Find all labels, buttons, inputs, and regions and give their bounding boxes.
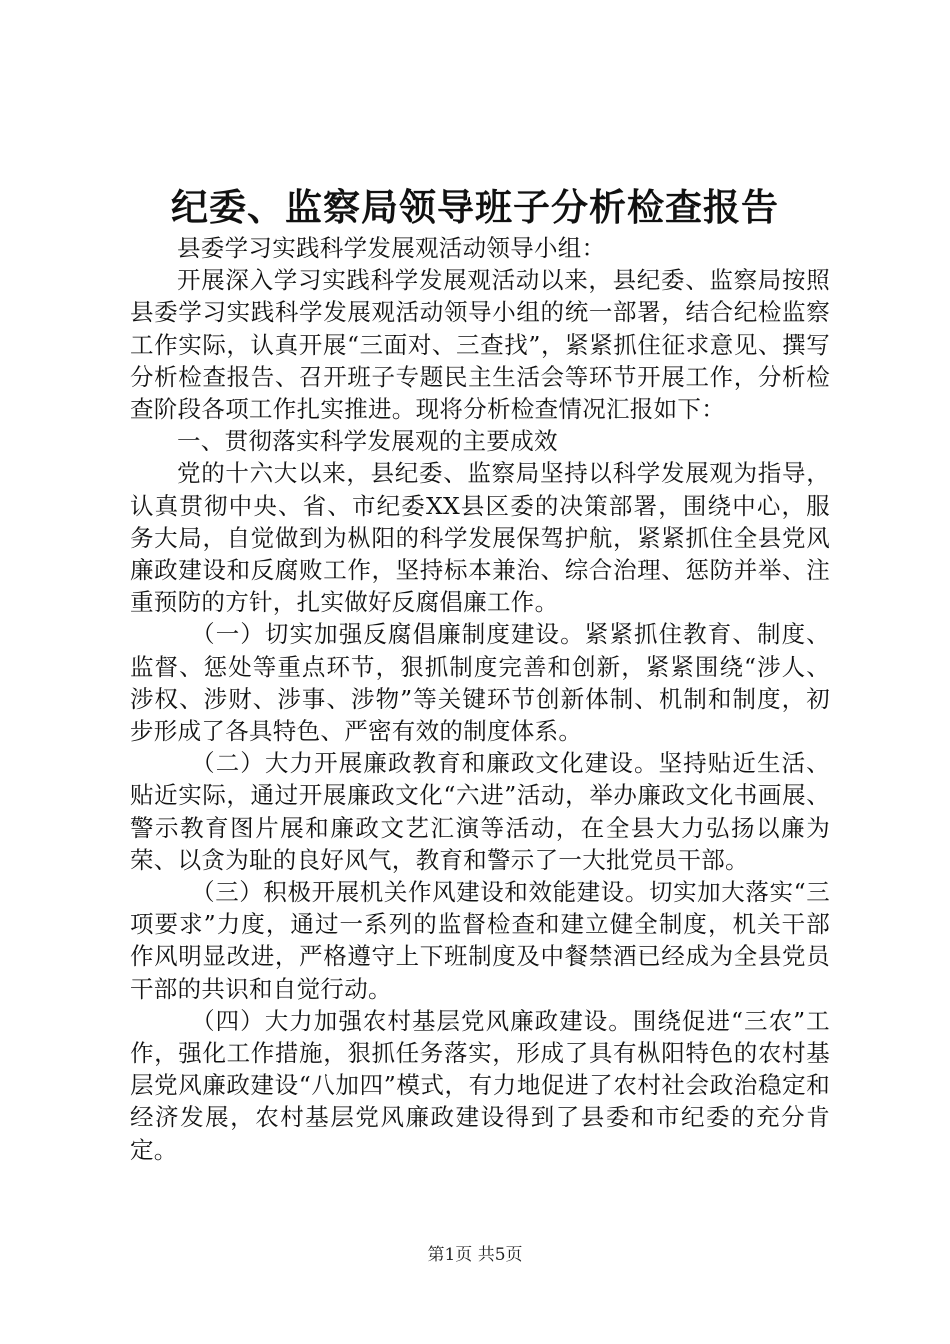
page-footer: 第1页 共5页 (427, 1245, 523, 1265)
document-title: 纪委、监察局领导班子分析检查报告 (171, 185, 779, 229)
subsection-paragraph: （三）积极开展机关作风建设和效能建设。切实加大落实“三项要求”力度，通过一系列的监督检查和建立健全制度，机关干部作风明显改进，严格遵守上下班制度及中餐禁酒已经成为全县党员干部的共识和自觉行动。 (130, 878, 830, 1003)
salutation: 县委学习实践科学发展观活动领导小组： (177, 234, 606, 262)
subsection-paragraph: （一）切实加强反腐倡廉制度建设。紧紧抓住教育、制度、监督、惩处等重点环节，狠抓制度完善和创新，紧紧围绕“涉人、涉权、涉财、涉事、涉物”等关键环节创新体制、机制和制度，初步形成了各具特色、严密有效的制度体系。 (130, 620, 830, 746)
subsection-paragraph: （二）大力开展廉政教育和廉政文化建设。坚持贴近生活、贴近实际，通过开展廉政文化“六进”活动，举办廉政文化书画展、警示教育图片展和廉政文艺汇演等活动，在全县大力弘扬以廉为荣、以贪为耻的良好风气，教育和警示了一大批党员干部。 (130, 749, 830, 874)
body-paragraph: 党的十六大以来，县纪委、监察局坚持以科学发展观为指导，认真贯彻中央、省、市纪委XX县区委的决策部署，围绕中心，服务大局，自觉做到为枞阳的科学发展保驾护航，紧紧抓住全县党风廉政建设和反腐败工作，坚持标本兼治、综合治理、惩防并举、注重预防的方针，扎实做好反腐倡廉工作。 (130, 459, 830, 617)
intro-paragraph: 开展深入学习实践科学发展观活动以来，县纪委、监察局按照县委学习实践科学发展观活动领导小组的统一部署，结合纪检监察工作实际，认真开展“三面对、三查找”，紧紧抓住征求意见、撰写分析检查报告、召开班子专题民主生活会等环节开展工作，分析检查阶段各项工作扎实推进。现将分析检查情况汇报如下： (130, 266, 830, 424)
subsection-paragraph: （四）大力加强农村基层党风廉政建设。围绕促进“三农”工作，强化工作措施，狠抓任务落实，形成了具有枞阳特色的农村基层党风廉政建设“八加四”模式，有力地促进了农村社会政治稳定和经济发展，农村基层党风廉政建设得到了县委和市纪委的充分肯定。 (130, 1006, 830, 1164)
document-body (130, 232, 830, 1166)
section-heading: 一、贯彻落实科学发展观的主要成效 (177, 427, 558, 456)
